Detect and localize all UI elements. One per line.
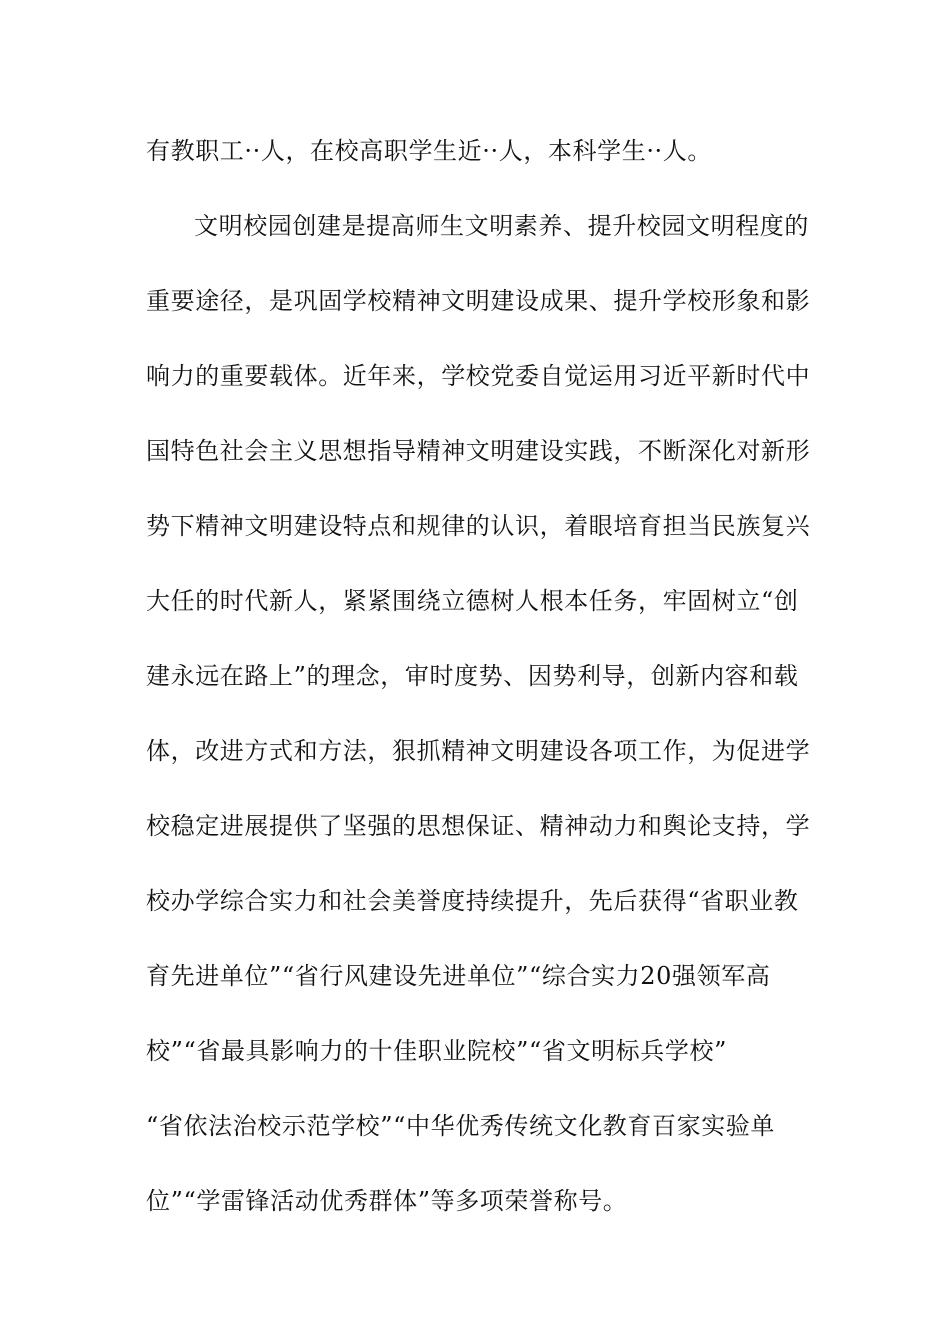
paragraph-line: 建永远在路上”的理念，审时度势、因势利导，创新内容和载 <box>146 662 799 690</box>
paragraph-line: 势下精神文明建设特点和规律的认识，着眼培育担当民族复兴 <box>146 512 811 540</box>
paragraph-line: “省依法治校示范学校”“中华优秀传统文化教育百家实验单 <box>146 1112 776 1140</box>
paragraph-line: 校办学综合实力和社会美誉度持续提升，先后获得“省职业教 <box>146 887 799 915</box>
paragraph-line: 位”“学雷锋活动优秀群体”等多项荣誉称号。 <box>146 1187 628 1215</box>
paragraph-line: 国特色社会主义思想指导精神文明建设实践，不断深化对新形 <box>146 437 811 465</box>
paragraph-line: 校稳定进展提供了坚强的思想保证、精神动力和舆论支持，学 <box>146 812 811 840</box>
paragraph-line: 校”“省最具影响力的十佳职业院校”“省文明标兵学校” <box>146 1037 727 1065</box>
paragraph-line: 重要途径，是巩固学校精神文明建设成果、提升学校形象和影 <box>146 287 811 315</box>
paragraph-line: 育先进单位”“省行风建设先进单位”“综合实力20强领军高 <box>146 962 771 990</box>
paragraph-line: 体，改进方式和方法，狠抓精神文明建设各项工作，为促进学 <box>146 737 811 765</box>
paragraph-line: 有教职工··人，在校高职学生近··人，本科学生··人。 <box>146 137 712 165</box>
paragraph-line: 文明校园创建是提高师生文明素养、提升校园文明程度的 <box>194 212 809 240</box>
paragraph-line: 响力的重要载体。近年来，学校党委自觉运用习近平新时代中 <box>146 362 811 390</box>
paragraph-line: 大任的时代新人，紧紧围绕立德树人根本任务，牢固树立“创 <box>146 587 799 615</box>
